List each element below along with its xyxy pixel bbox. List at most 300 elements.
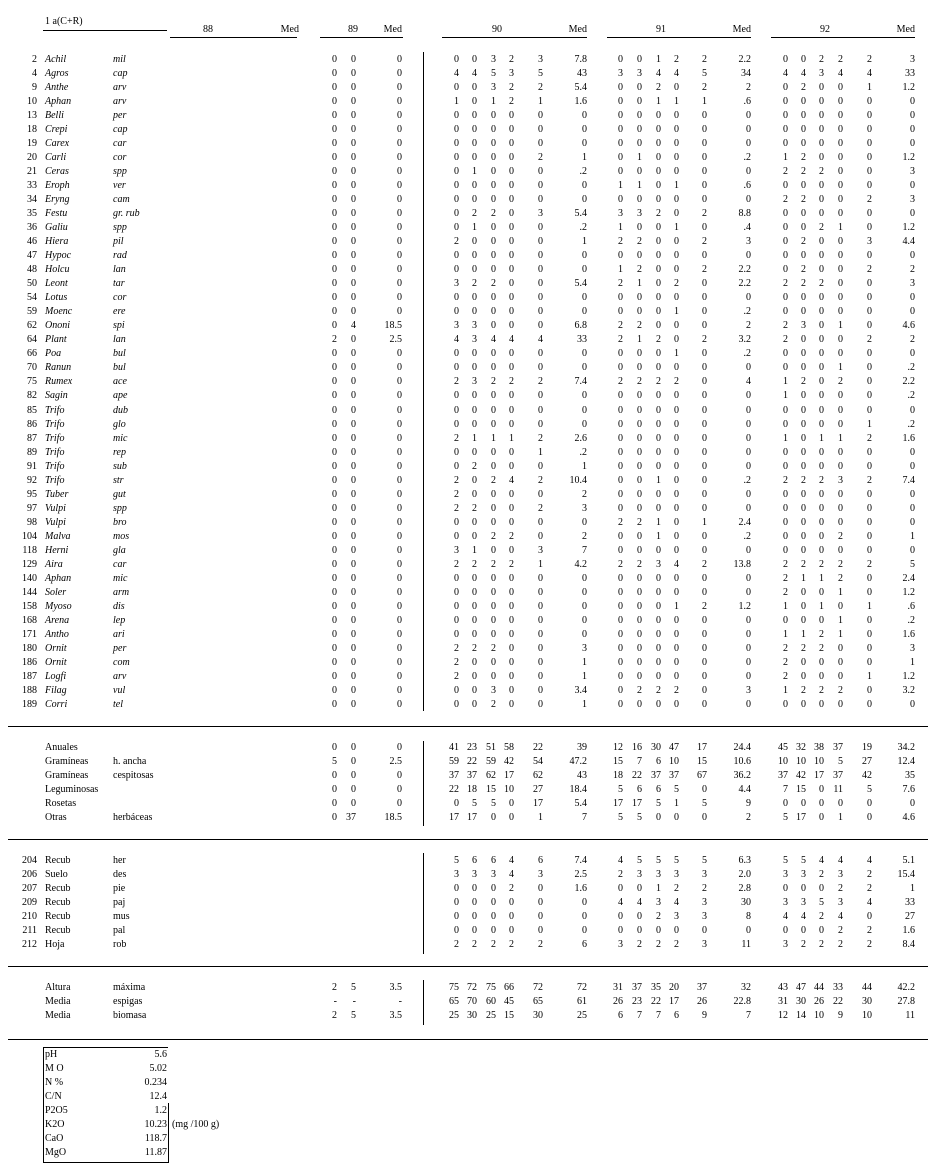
year-underline bbox=[607, 37, 751, 38]
value-90: 0 bbox=[454, 124, 459, 136]
value-90: .2 bbox=[579, 166, 587, 178]
value-92: 0 bbox=[801, 614, 806, 626]
value-90: 0 bbox=[491, 883, 496, 895]
value-89: - bbox=[352, 996, 356, 1008]
species-number: 85 bbox=[27, 404, 37, 416]
value-90: 0 bbox=[472, 911, 477, 923]
value-91: 0 bbox=[656, 138, 661, 150]
value-90: 0 bbox=[491, 124, 496, 136]
value-90: 2 bbox=[538, 474, 543, 486]
value-92: 5.1 bbox=[902, 855, 915, 866]
value-90: 17 bbox=[533, 798, 543, 810]
value-91: 0 bbox=[618, 600, 623, 612]
value-90: 0 bbox=[538, 138, 543, 150]
section-rule bbox=[8, 726, 928, 727]
value-91: 2.4 bbox=[738, 516, 751, 528]
value-90: 0 bbox=[538, 530, 543, 542]
cover-name: Suelo bbox=[45, 869, 68, 881]
value-89: 0 bbox=[332, 68, 337, 80]
value-90: 1.6 bbox=[574, 96, 587, 108]
value-90: 0 bbox=[538, 883, 543, 895]
value-90: 0 bbox=[472, 96, 477, 108]
value-90: 2 bbox=[472, 642, 477, 654]
value-89: 3.5 bbox=[389, 982, 402, 993]
value-91: 0 bbox=[656, 812, 661, 824]
value-91: 2 bbox=[618, 320, 623, 332]
value-92: 3.2 bbox=[902, 684, 915, 696]
value-91: 0 bbox=[746, 656, 751, 668]
value-91: 2 bbox=[656, 208, 661, 220]
value-90: 1 bbox=[472, 222, 477, 234]
species-epithet: tel bbox=[113, 698, 123, 710]
value-91: 0 bbox=[674, 152, 679, 164]
value-89: 0 bbox=[397, 82, 402, 94]
species-genus: Arena bbox=[45, 614, 70, 626]
value-91: 2 bbox=[656, 334, 661, 346]
species-genus: Leont bbox=[45, 278, 68, 290]
cover-number: 206 bbox=[22, 869, 37, 881]
value-89: 0 bbox=[332, 600, 337, 612]
value-91: 0 bbox=[618, 82, 623, 94]
value-89: 0 bbox=[332, 642, 337, 654]
value-92: 0 bbox=[819, 376, 824, 388]
value-92: 0 bbox=[838, 460, 843, 472]
value-89: 0 bbox=[397, 404, 402, 416]
value-90: 15 bbox=[504, 1010, 514, 1022]
species-epithet: ver bbox=[113, 180, 126, 192]
value-91: 0 bbox=[656, 404, 661, 416]
value-90: 2 bbox=[509, 376, 514, 388]
value-91: 0 bbox=[674, 194, 679, 206]
value-90: 4 bbox=[491, 334, 496, 346]
value-90: 0 bbox=[509, 798, 514, 810]
value-90: 0 bbox=[538, 670, 543, 682]
value-92: 2 bbox=[819, 869, 824, 881]
cover-qualifier: paj bbox=[113, 897, 126, 909]
value-91: 0 bbox=[637, 418, 642, 430]
value-91: 1 bbox=[702, 516, 707, 528]
species-epithet: arm bbox=[113, 586, 130, 598]
value-89: 0 bbox=[332, 798, 337, 810]
cover-name: Recub bbox=[45, 855, 71, 866]
value-91: 1 bbox=[618, 222, 623, 234]
value-91: 1 bbox=[674, 348, 679, 360]
value-90: 23 bbox=[467, 742, 477, 753]
species-epithet: dis bbox=[113, 600, 125, 612]
value-91: 0 bbox=[637, 250, 642, 262]
value-92: 0 bbox=[819, 180, 824, 192]
value-92: 4 bbox=[838, 911, 843, 923]
value-90: 0 bbox=[509, 110, 514, 122]
value-92: 3 bbox=[838, 897, 843, 909]
value-91: 0 bbox=[656, 110, 661, 122]
value-92: 2 bbox=[801, 474, 806, 486]
value-92: 27 bbox=[905, 911, 915, 923]
value-90: 4 bbox=[509, 869, 514, 881]
value-91: 2.2 bbox=[738, 264, 751, 276]
value-92: 4 bbox=[819, 855, 824, 866]
value-91: 22.8 bbox=[733, 996, 751, 1008]
value-90: 4 bbox=[454, 68, 459, 80]
value-91: 0 bbox=[674, 586, 679, 598]
year-90: 90 bbox=[492, 24, 502, 35]
value-91: 0 bbox=[637, 82, 642, 94]
value-89: 0 bbox=[332, 586, 337, 598]
value-91: .2 bbox=[743, 306, 751, 318]
value-90: 6 bbox=[538, 855, 543, 866]
value-90: 0 bbox=[472, 390, 477, 402]
value-89: 0 bbox=[397, 110, 402, 122]
value-91: 0 bbox=[618, 292, 623, 304]
value-92: 0 bbox=[783, 110, 788, 122]
soil-key: CaO bbox=[45, 1133, 64, 1145]
value-90: 37 bbox=[449, 770, 459, 782]
value-92: 2 bbox=[801, 278, 806, 290]
soil-value: 11.87 bbox=[144, 1147, 167, 1159]
cover-name: Recub bbox=[45, 883, 71, 895]
value-90: 0 bbox=[472, 362, 477, 374]
value-92: 0 bbox=[819, 784, 824, 796]
value-90: 2 bbox=[538, 376, 543, 388]
value-91: 0 bbox=[656, 460, 661, 472]
species-number: 97 bbox=[27, 502, 37, 514]
value-90: 0 bbox=[538, 614, 543, 626]
value-89: 0 bbox=[397, 348, 402, 360]
value-92: 2 bbox=[801, 166, 806, 178]
species-epithet: pil bbox=[113, 236, 124, 248]
species-number: 91 bbox=[27, 460, 37, 472]
value-90: 0 bbox=[491, 236, 496, 248]
value-90: 0 bbox=[454, 911, 459, 923]
value-91: 2 bbox=[618, 334, 623, 346]
value-92: 0 bbox=[838, 110, 843, 122]
value-92: 0 bbox=[819, 82, 824, 94]
value-89: 0 bbox=[351, 656, 356, 668]
species-epithet: cor bbox=[113, 292, 127, 304]
value-90: 0 bbox=[538, 390, 543, 402]
value-92: 2 bbox=[838, 530, 843, 542]
soil-left-rule bbox=[43, 1047, 44, 1163]
value-92: 0 bbox=[867, 278, 872, 290]
value-90: 0 bbox=[538, 911, 543, 923]
species-epithet: rep bbox=[113, 446, 126, 458]
value-91: 3 bbox=[656, 558, 661, 570]
value-89: 0 bbox=[397, 530, 402, 542]
value-91: 2 bbox=[702, 883, 707, 895]
value-90: 2 bbox=[472, 939, 477, 951]
value-92: 1 bbox=[910, 883, 915, 895]
value-89: 0 bbox=[332, 390, 337, 402]
value-91: 0 bbox=[618, 250, 623, 262]
species-number: 187 bbox=[22, 670, 37, 682]
cover-number: 210 bbox=[22, 911, 37, 923]
value-91: 0 bbox=[637, 502, 642, 514]
value-91: 0 bbox=[637, 474, 642, 486]
value-92: 2 bbox=[783, 194, 788, 206]
value-92: 0 bbox=[783, 124, 788, 136]
value-92: 0 bbox=[801, 208, 806, 220]
value-92: 0 bbox=[910, 292, 915, 304]
value-91: 3.2 bbox=[738, 334, 751, 346]
value-89: 0 bbox=[332, 516, 337, 528]
value-90: 0 bbox=[472, 194, 477, 206]
value-90: 0 bbox=[454, 628, 459, 640]
value-92: 0 bbox=[867, 222, 872, 234]
value-92: 0 bbox=[801, 404, 806, 416]
value-90: 1 bbox=[472, 432, 477, 444]
value-92: 0 bbox=[801, 138, 806, 150]
value-92: 0 bbox=[910, 488, 915, 500]
value-90: 0 bbox=[509, 812, 514, 824]
value-90: 0 bbox=[472, 292, 477, 304]
value-92: 38 bbox=[814, 742, 824, 753]
value-92: 0 bbox=[867, 180, 872, 192]
value-92: 2 bbox=[783, 278, 788, 290]
value-91: 2 bbox=[702, 82, 707, 94]
value-91: 5 bbox=[637, 855, 642, 866]
value-91: .4 bbox=[743, 222, 751, 234]
value-91: 0 bbox=[637, 488, 642, 500]
value-90: 1.6 bbox=[574, 883, 587, 895]
value-90: 2 bbox=[538, 432, 543, 444]
group-name: Gramíneas bbox=[45, 756, 89, 768]
value-90: 3 bbox=[472, 869, 477, 881]
value-91: 0 bbox=[746, 194, 751, 206]
species-epithet: mil bbox=[113, 54, 126, 65]
value-90: 37 bbox=[467, 770, 477, 782]
value-92: 10 bbox=[814, 756, 824, 768]
value-91: 0 bbox=[746, 446, 751, 458]
value-90: 10.4 bbox=[569, 474, 587, 486]
species-genus: Logfi bbox=[45, 670, 67, 682]
value-89: 0 bbox=[351, 222, 356, 234]
species-genus: Carli bbox=[45, 152, 67, 164]
value-89: 0 bbox=[332, 208, 337, 220]
cover-qualifier: des bbox=[113, 869, 127, 881]
value-90: 0 bbox=[509, 306, 514, 318]
value-90: 2 bbox=[491, 474, 496, 486]
value-92: 12.4 bbox=[897, 756, 915, 768]
value-89: 0 bbox=[351, 742, 356, 753]
value-89: 0 bbox=[397, 362, 402, 374]
value-90: 0 bbox=[509, 670, 514, 682]
value-92: 0 bbox=[801, 292, 806, 304]
value-92: 0 bbox=[819, 208, 824, 220]
value-92: 2 bbox=[838, 558, 843, 570]
year-underline bbox=[320, 37, 403, 38]
value-91: 3 bbox=[637, 869, 642, 881]
value-91: 13.8 bbox=[733, 558, 751, 570]
value-90: 0 bbox=[472, 628, 477, 640]
value-91: 0 bbox=[674, 362, 679, 374]
value-91: 0 bbox=[702, 446, 707, 458]
value-91: 0 bbox=[618, 530, 623, 542]
value-92: 0 bbox=[838, 446, 843, 458]
value-92: 0 bbox=[867, 110, 872, 122]
value-92: 30 bbox=[862, 996, 872, 1008]
value-89: 0 bbox=[397, 742, 402, 753]
value-92: 3 bbox=[801, 869, 806, 881]
value-91: 0 bbox=[674, 516, 679, 528]
value-92: 2 bbox=[819, 166, 824, 178]
value-90: 5 bbox=[472, 798, 477, 810]
species-genus: Trifo bbox=[45, 418, 65, 430]
value-90: 2 bbox=[491, 208, 496, 220]
value-92: 5 bbox=[783, 812, 788, 824]
value-90: 2 bbox=[491, 558, 496, 570]
value-90: 0 bbox=[509, 236, 514, 248]
value-91: 0 bbox=[746, 698, 751, 710]
value-91: 1 bbox=[674, 96, 679, 108]
value-91: 17 bbox=[697, 742, 707, 753]
value-92: 0 bbox=[838, 516, 843, 528]
value-92: 0 bbox=[819, 264, 824, 276]
value-90: 1 bbox=[491, 432, 496, 444]
value-90: 0 bbox=[472, 446, 477, 458]
value-90: 0 bbox=[509, 194, 514, 206]
value-91: 4 bbox=[746, 376, 751, 388]
value-90: 0 bbox=[454, 698, 459, 710]
value-92: 0 bbox=[867, 166, 872, 178]
value-91: 0 bbox=[702, 418, 707, 430]
value-89: 0 bbox=[351, 250, 356, 262]
value-89: 0 bbox=[351, 68, 356, 80]
value-89: 0 bbox=[351, 306, 356, 318]
value-91: 2 bbox=[656, 939, 661, 951]
value-91: 0 bbox=[702, 320, 707, 332]
value-92: 1 bbox=[867, 418, 872, 430]
value-89: 5 bbox=[351, 982, 356, 993]
value-91: 0 bbox=[618, 502, 623, 514]
value-92: 0 bbox=[801, 110, 806, 122]
value-92: 32 bbox=[796, 742, 806, 753]
value-91: 2 bbox=[674, 54, 679, 65]
value-92: 1 bbox=[783, 432, 788, 444]
value-91: 0 bbox=[674, 530, 679, 542]
value-90: 72 bbox=[467, 982, 477, 993]
value-90: 0 bbox=[491, 222, 496, 234]
species-genus: Poa bbox=[45, 348, 62, 360]
value-91: 0 bbox=[746, 362, 751, 374]
value-90: 0 bbox=[491, 812, 496, 824]
value-91: 1 bbox=[618, 180, 623, 192]
value-92: 0 bbox=[867, 306, 872, 318]
value-92: 1 bbox=[838, 628, 843, 640]
value-92: 0 bbox=[910, 516, 915, 528]
value-91: 0 bbox=[618, 348, 623, 360]
value-90: 0 bbox=[491, 544, 496, 556]
value-92: 17 bbox=[796, 812, 806, 824]
value-91: 17 bbox=[669, 996, 679, 1008]
value-90: 0 bbox=[509, 390, 514, 402]
value-89: 0 bbox=[351, 488, 356, 500]
value-90: 0 bbox=[582, 418, 587, 430]
value-92: 1 bbox=[910, 530, 915, 542]
value-92: 3 bbox=[867, 236, 872, 248]
value-90: 0 bbox=[582, 348, 587, 360]
value-91: 67 bbox=[697, 770, 707, 782]
value-92: 0 bbox=[838, 334, 843, 346]
value-90: 0 bbox=[538, 124, 543, 136]
value-89: 0 bbox=[397, 798, 402, 810]
value-89: 0 bbox=[351, 166, 356, 178]
value-90: 0 bbox=[582, 138, 587, 150]
value-90: 2 bbox=[509, 96, 514, 108]
value-90: 0 bbox=[582, 404, 587, 416]
value-91: 0 bbox=[637, 110, 642, 122]
year-92: 92 bbox=[820, 24, 830, 35]
species-number: 48 bbox=[27, 264, 37, 276]
value-91: 0 bbox=[674, 925, 679, 937]
value-89: 2.5 bbox=[389, 756, 402, 768]
species-genus: Trifo bbox=[45, 460, 65, 472]
value-90: 60 bbox=[486, 996, 496, 1008]
value-92: 1 bbox=[838, 320, 843, 332]
species-number: 62 bbox=[27, 320, 37, 332]
value-90: 0 bbox=[582, 600, 587, 612]
value-90: 1 bbox=[582, 152, 587, 164]
value-90: 1 bbox=[538, 96, 543, 108]
value-91: 2 bbox=[656, 911, 661, 923]
value-91: 0 bbox=[637, 348, 642, 360]
value-89: 0 bbox=[351, 670, 356, 682]
value-89: 0 bbox=[397, 558, 402, 570]
value-89: 0 bbox=[351, 432, 356, 444]
value-91: 2 bbox=[637, 376, 642, 388]
value-90: 1 bbox=[538, 558, 543, 570]
group-qualifier: herbáceas bbox=[113, 812, 153, 824]
value-90: 0 bbox=[472, 418, 477, 430]
value-91: 24.4 bbox=[733, 742, 751, 753]
value-92: 0 bbox=[819, 292, 824, 304]
value-92: 0 bbox=[838, 798, 843, 810]
value-89: 0 bbox=[332, 742, 337, 753]
value-92: 2 bbox=[783, 586, 788, 598]
value-90: 47.2 bbox=[569, 756, 587, 768]
value-92: 14 bbox=[796, 1010, 806, 1022]
value-90: 39 bbox=[577, 742, 587, 753]
value-91: 2 bbox=[746, 320, 751, 332]
value-90: 25 bbox=[577, 1010, 587, 1022]
height-name: Altura bbox=[45, 982, 71, 993]
value-92: 2 bbox=[838, 54, 843, 65]
value-91: 5 bbox=[618, 812, 623, 824]
value-92: 1 bbox=[838, 586, 843, 598]
value-89: 0 bbox=[351, 404, 356, 416]
value-90: 0 bbox=[454, 460, 459, 472]
value-90: 0 bbox=[454, 925, 459, 937]
value-90: 2 bbox=[454, 432, 459, 444]
year-underline bbox=[170, 37, 297, 38]
value-92: 0 bbox=[867, 362, 872, 374]
value-90: 30 bbox=[533, 1010, 543, 1022]
value-89: 0 bbox=[332, 292, 337, 304]
value-92: 0 bbox=[801, 516, 806, 528]
value-91: 0 bbox=[637, 460, 642, 472]
value-92: 0 bbox=[838, 418, 843, 430]
value-91: 0 bbox=[618, 628, 623, 640]
value-91: 0 bbox=[637, 54, 642, 65]
species-number: 87 bbox=[27, 432, 37, 444]
value-90: 2 bbox=[491, 698, 496, 710]
value-89: 0 bbox=[332, 124, 337, 136]
value-91: 0 bbox=[637, 670, 642, 682]
value-91: 17 bbox=[613, 798, 623, 810]
value-91: 2 bbox=[674, 939, 679, 951]
value-91: 2 bbox=[618, 278, 623, 290]
value-91: 5 bbox=[656, 798, 661, 810]
value-91: 37 bbox=[651, 770, 661, 782]
